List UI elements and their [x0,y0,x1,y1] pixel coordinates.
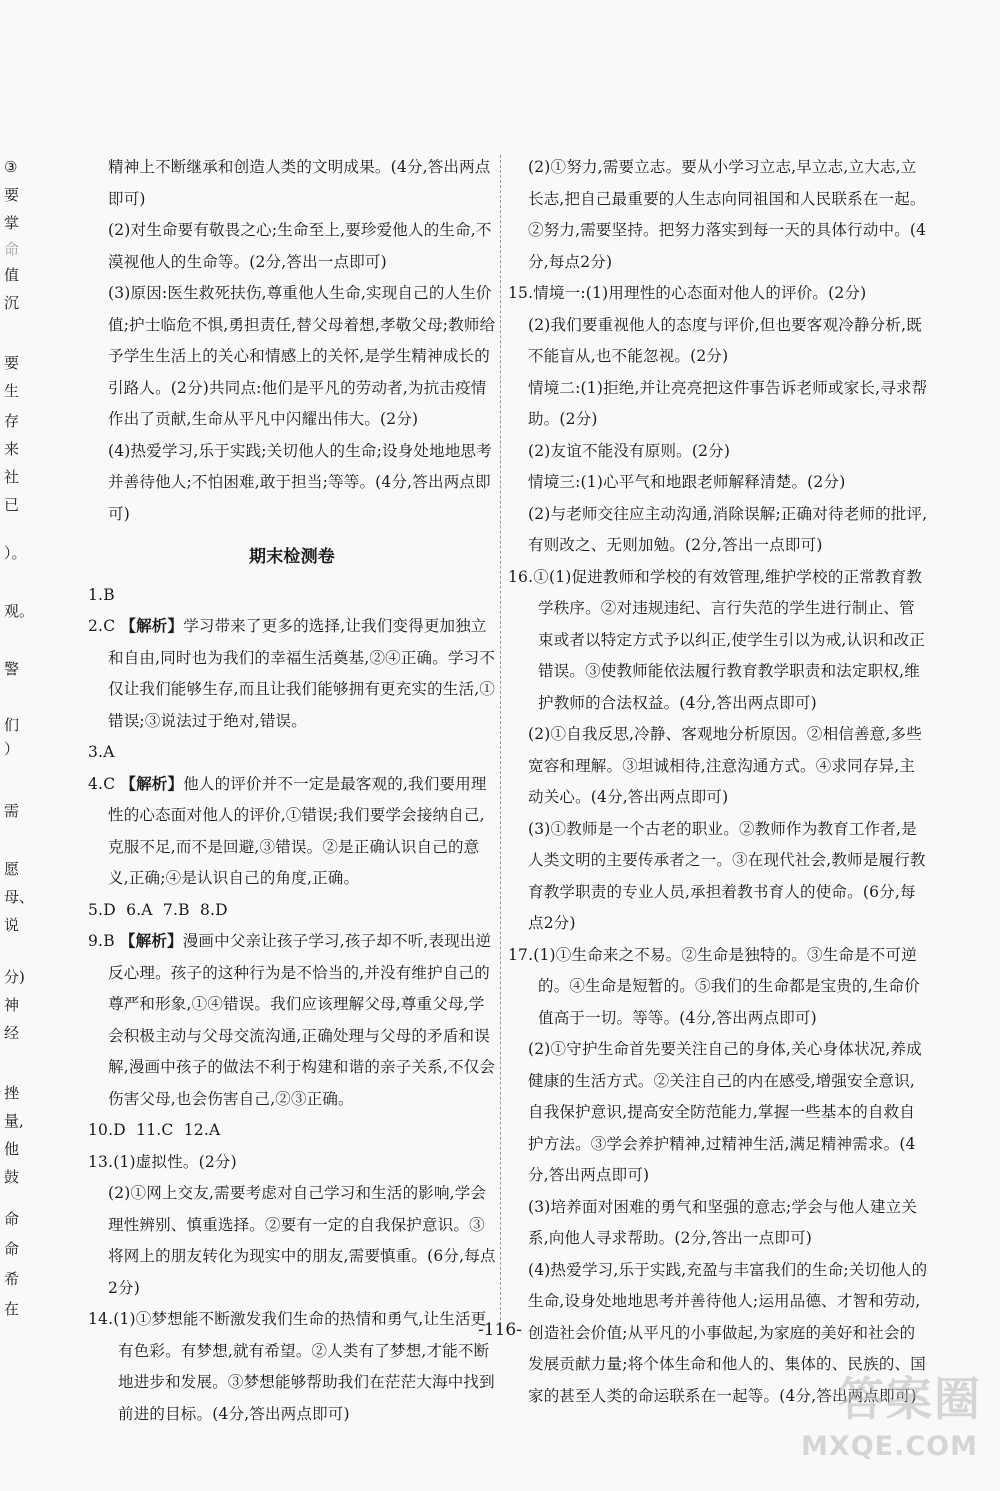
edge-char: 存 [4,412,20,430]
answer-item: (3)①教师是一个古老的职业。②教师作为教育工作者,是人类文明的主要传承者之一。③在现代社会,教师是履行教育教学职责的专业人员,承担着教书育人的使命。(6分,每点2分) [528,819,926,932]
answer-item: 情境二:(1)拒绝,并让亮亮把这件事告诉老师或家长,寻求帮助。(2分) [528,378,928,428]
left-column [88,152,496,1430]
analysis-tag: 【解析】 [120,774,184,793]
answer-item: (2)①守护生命首先要关注自己的身体,关心身体状况,养成健康的生活方式。②关注自己的内在感受,增强安全意识,自我保护意识,提高安全防范能力,掌握一些基本的自救自护方法。③学会养护精神,过精神生活,满足精神需求。(4分,答出两点即可) [528,1040,922,1184]
answer-item: 14.(1)①梦想能不断激发我们生命的热情和勇气,让生活更有色彩。有梦想,就有希望。②人类有了梦想,才能不断地进步和发展。③梦想能够帮助我们在茫茫大海中找到前进的目标。(4分,答出两点即可) [88,1310,495,1423]
edge-char: ） [4,740,20,758]
edge-char: 命 [4,1240,20,1258]
answer-item: (2)①自我反思,冷静、客观地分析原因。②相信善意,多些宽容和理解。③坦诚相待,注意沟通方式。④求同存异,主动关心。(4分,答出两点即可) [528,725,922,806]
page-number: -116- [478,1320,522,1340]
column-divider [500,155,501,1320]
edge-char: 要 [4,354,20,372]
edge-char: 说 [4,916,20,934]
answer-paragraph: 精神上不断继承和创造人类的文明成果。(4分,答出两点即可) [108,158,491,208]
edge-char: 量, [4,1112,24,1130]
answer-item: 17.(1)①生命来之不易。②生命是独特的。③生命是不可逆的。④生命是短暂的。⑤我们的生命都是宝贵的,生命价值高于一切。等等。(4分,答出两点即可) [508,945,920,1027]
edge-char: 母、 [4,888,35,906]
answer-paragraph: (3)原因:医生救死扶伤,尊重他人生命,实现自己的人生价值;护士临危不惧,勇担责任,替父母着想,孝敬父母;教师给予学生生活上的关心和情感上的关怀,是学生精神成长的引路人。(2分)共同点:他们是平凡的劳动者,为抗击疫情作出了贡献,生命从平凡中闪耀出伟大。(2分) [108,284,496,428]
answer-item: 1.B [88,585,115,604]
answer-item: 3.A [88,743,115,761]
answer-item: 15.情境一:(1)用理性的心态面对他人的评价。(2分) [508,284,867,302]
edge-char: 社 [4,468,20,486]
watermark-text: 答案圈 [838,1372,982,1426]
edge-char: 他 [4,1140,20,1158]
edge-char: 经 [4,1024,20,1042]
answer-number: 4.C [88,774,116,793]
answer-number: 2.C [88,617,116,635]
edge-char: 掌 [4,214,20,232]
answer-item [88,926,496,1115]
answer-item: (4)热爱学习,乐于实践,充盈与丰富我们的生命;关切他人的生命,设身处地地思考并善待他人;运用品德、才智和劳动,创造社会价值;从平凡的小事做起,为家庭的美好和社会的发展贡献力量;将个体生命和他人的、集体的、民族的、国家的甚至人类的命运联系在一起等。(4分,答出两点即可) [528,1260,928,1405]
edge-char: 警 [4,660,20,678]
edge-char: 分) [4,968,25,986]
edge-char: 值 [4,266,20,284]
edge-char: 在 [4,1300,20,1318]
answer-item: 16.①(1)促进教师和学校的有效管理,维护学校的正常教育教学秩序。②对违规违纪、言行失范的学生进行制止、管束或者以特定方式予以纠正,使学生引以为戒,认识和改正错误。③使教师能依法履行教育教学职责和法定职权,维护教师的合法权益。(4分,答出两点即可) [508,567,926,712]
analysis-tag: 【解析】 [119,932,183,950]
answer-item [88,769,496,895]
answer-paragraph: (2)对生命要有敬畏之心;生命至上,要珍爱他人的生命,不漠视他人的生命等。(2分,答出一点即可) [108,221,492,271]
edge-char: 已 [4,496,20,514]
edge-char: ）。 [4,544,27,562]
answer-item: (2)①网上交友,需要考虑对自己学习和生活的影响,学会理性辨别、慎重选择。②要有一定的自我保护意识。③将网上的朋友转化为现实中的朋友,需要慎重。(6分,每点2分) [108,1184,496,1297]
edge-char: 们 [4,716,20,734]
answer-item: 情境三:(1)心平气和地跟老师解释清楚。(2分) [528,473,846,491]
answer-item: (2)我们要重视他人的态度与评价,但也要客观冷静分析,既不能盲从,也不能忽视。(2分) [528,315,922,365]
answer-item [88,611,496,737]
answer-item: 10.D 11.C 12.A [88,1121,221,1139]
answer-item: 5.D 6.A 7.B 8.D [88,900,228,919]
edge-char: 挫 [4,1084,20,1102]
analysis-text: 学习带来了更多的选择,让我们变得更加独立和自由,同时也为我们的幸福生活奠基,②④正确。学习不仅让我们能够生存,而且让我们能够拥有更充实的生活,①错误;③说法过于绝对,错误。 [108,617,496,730]
section-title: 期末检测卷 [249,547,335,567]
watermark-logo [782,1363,982,1473]
answer-item: (2)友谊不能没有原则。(2分) [528,441,731,460]
answer-item: (3)培养面对困难的勇气和坚强的意志;学会与他人建立关系,向他人寻求帮助。(2分,答出一点即可) [528,1197,918,1247]
answer-paragraph: (4)热爱学习,乐于实践;关切他人的生命;设身处地地思考并善待他人;不怕困难,敢于担当;等等。(4分,答出两点即可) [108,441,492,523]
edge-char: 需 [4,802,20,820]
answer-item: (2)与老师交往应主动沟通,消除误解;正确对待老师的批评,有则改之、无则加勉。(2分,答出一点即可) [528,504,928,554]
edge-char: 观。 [4,602,35,620]
answer-item: 13.(1)虚拟性。(2分) [88,1152,237,1171]
analysis-tag: 【解析】 [120,617,184,635]
edge-char: ③ [4,158,18,176]
answer-number: 9.B [88,932,115,950]
edge-char: 来 [4,440,20,458]
edge-char: 要 [4,186,20,204]
edge-char: 命 [4,240,20,258]
watermark-url: MXQE.COM [801,1431,978,1462]
analysis-text: 他人的评价并不一定是最客观的,我们要用理性的心态面对他人的评价,①错误;我们要学会接纳自己,克服不足,而不是回避,③错误。②是正确认识自己的意义,正确;④是认识自己的角度,正确。 [108,774,487,887]
edge-char: 沉 [4,294,20,312]
edge-char: 希 [4,1270,20,1288]
edge-char: 命 [4,1210,20,1228]
edge-char: 生 [4,382,20,400]
right-column [508,152,928,1412]
edge-char: 愿 [4,860,20,878]
edge-char: 鼓 [4,1168,20,1186]
analysis-text: 漫画中父亲让孩子学习,孩子却不听,表现出逆反心理。孩子的这种行为是不恰当的,并没有维护自己的尊严和形象,①④错误。我们应该理解父母,尊重父母,学会积极主动与父母交流沟通,正确处理与父母的矛盾和误解,漫画中孩子的做法不利于构建和谐的亲子关系,不仅会伤害父母,也会伤害自己,②③正确。 [108,932,496,1108]
answer-item: (2)①努力,需要立志。要从小学习立志,早立志,立大志,立长志,把自己最重要的人生志向同祖国和人民联系在一起。②努力,需要坚持。把努力落实到每一天的具体行动中。(4分,每点2分) [528,158,927,271]
edge-char: 神 [4,996,20,1014]
